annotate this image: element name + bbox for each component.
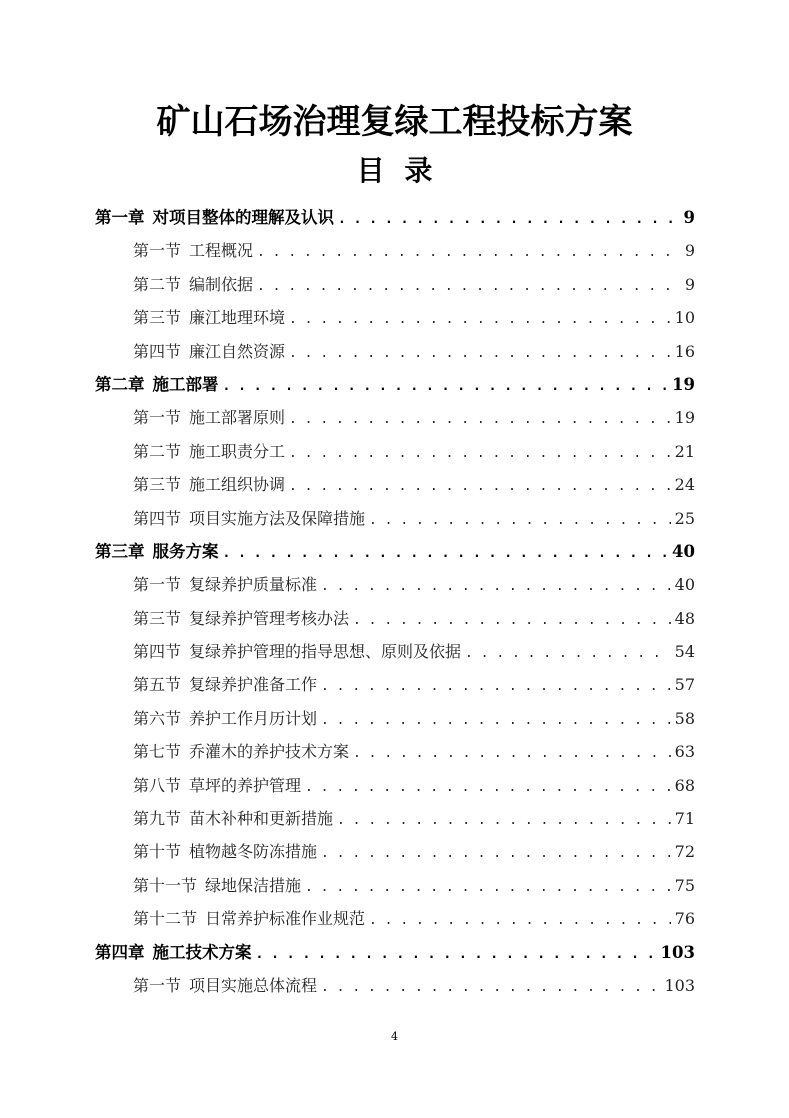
toc-entry-title: 养护工作月历计划 <box>189 708 318 728</box>
toc-leader-dots <box>369 904 671 935</box>
toc-entry-section[interactable] <box>95 602 695 635</box>
toc-entry-title: 草坪的养护管理 <box>189 775 302 795</box>
toc-entry-number: 第四章 <box>95 942 145 962</box>
toc-entry-page: 9 <box>684 274 695 294</box>
toc-entry-title: 项目实施方法及保障措施 <box>189 508 366 528</box>
toc-entry-section[interactable] <box>95 835 695 868</box>
toc-entry-page: 63 <box>674 742 695 762</box>
toc-entry-number: 第三节 <box>133 475 182 495</box>
toc-entry-page: 76 <box>674 909 695 929</box>
toc-leader-dots <box>305 871 671 902</box>
toc-leader-dots <box>289 470 671 501</box>
toc-entry-number: 第二章 <box>95 374 145 394</box>
toc-entry-title: 施工技术方案 <box>152 942 252 962</box>
toc-leader-dots <box>321 570 671 601</box>
toc-entry-number: 第四节 <box>133 642 182 662</box>
table-of-contents <box>95 201 695 1002</box>
page-number: 4 <box>391 1030 398 1043</box>
toc-entry-number: 第三节 <box>133 608 182 628</box>
toc-entry-number: 第十二节 <box>133 909 198 929</box>
toc-entry-section[interactable] <box>95 969 695 1002</box>
toc-entry-chapter[interactable] <box>95 368 695 401</box>
toc-entry-section[interactable] <box>95 301 695 334</box>
toc-entry-page: 40 <box>674 575 695 595</box>
toc-entry-title: 复绿养护准备工作 <box>189 675 318 695</box>
toc-entry-title: 苗木补种和更新措施 <box>189 809 334 829</box>
toc-leader-dots <box>321 704 671 735</box>
toc-entry-section[interactable] <box>95 668 695 701</box>
toc-entry-chapter[interactable] <box>95 201 695 234</box>
toc-leader-dots <box>353 604 671 635</box>
toc-entry-number: 第八节 <box>133 775 182 795</box>
toc-entry-page: 75 <box>674 875 695 895</box>
toc-entry-page: 40 <box>672 541 695 561</box>
toc-leader-dots <box>353 737 671 768</box>
toc-entry-title: 乔灌木的养护技术方案 <box>189 742 350 762</box>
toc-entry-number: 第四节 <box>133 508 182 528</box>
toc-entry-section[interactable] <box>95 635 695 668</box>
toc-leader-dots <box>257 270 677 301</box>
toc-entry-title: 复绿养护管理的指导思想、原则及依据 <box>189 642 462 662</box>
toc-leader-dots <box>305 771 671 802</box>
toc-leader-dots <box>289 437 671 468</box>
toc-entry-number: 第六节 <box>133 708 182 728</box>
toc-entry-page: 103 <box>664 975 695 995</box>
toc-entry-number: 第一节 <box>133 575 182 595</box>
toc-entry-page: 21 <box>674 441 695 461</box>
toc-entry-title: 工程概况 <box>189 241 254 261</box>
toc-entry-number: 第一节 <box>133 975 182 995</box>
toc-leader-dots <box>337 804 671 835</box>
toc-entry-section[interactable] <box>95 234 695 267</box>
toc-entry-number: 第九节 <box>133 809 182 829</box>
toc-leader-dots <box>256 938 657 969</box>
toc-entry-number: 第七节 <box>133 742 182 762</box>
toc-heading: 目 录 <box>356 154 433 187</box>
toc-leader-dots <box>223 537 669 568</box>
toc-entry-page: 19 <box>674 408 695 428</box>
toc-entry-page: 9 <box>684 241 695 261</box>
toc-entry-section[interactable] <box>95 769 695 802</box>
toc-entry-page: 54 <box>674 642 695 662</box>
toc-entry-page: 25 <box>674 508 695 528</box>
toc-leader-dots <box>289 337 671 368</box>
toc-entry-title: 复绿养护管理考核办法 <box>189 608 350 628</box>
toc-entry-section[interactable] <box>95 902 695 935</box>
toc-leader-dots <box>223 370 669 401</box>
toc-entry-number: 第五节 <box>133 675 182 695</box>
toc-entry-title: 施工组织协调 <box>189 475 286 495</box>
toc-entry-title: 植物越冬防冻措施 <box>189 842 318 862</box>
document-title: 矿山石场治理复绿工程投标方案 <box>156 102 633 142</box>
toc-entry-page: 16 <box>674 341 695 361</box>
toc-entry-page: 71 <box>674 809 695 829</box>
toc-entry-chapter[interactable] <box>95 936 695 969</box>
toc-entry-section[interactable] <box>95 735 695 768</box>
toc-entry-title: 廉江自然资源 <box>189 341 286 361</box>
toc-entry-page: 19 <box>672 374 695 394</box>
toc-entry-section[interactable] <box>95 268 695 301</box>
toc-entry-number: 第十节 <box>133 842 182 862</box>
toc-entry-title: 复绿养护质量标准 <box>189 575 318 595</box>
toc-entry-number: 第一节 <box>133 408 182 428</box>
toc-entry-page: 103 <box>660 942 695 962</box>
toc-leader-dots <box>321 670 671 701</box>
toc-leader-dots <box>289 303 671 334</box>
toc-entry-title: 项目实施总体流程 <box>189 975 318 995</box>
toc-entry-section[interactable] <box>95 502 695 535</box>
toc-entry-section[interactable] <box>95 435 695 468</box>
toc-entry-number: 第十一节 <box>133 875 198 895</box>
toc-entry-section[interactable] <box>95 468 695 501</box>
toc-entry-page: 24 <box>674 475 695 495</box>
toc-entry-number: 第三节 <box>133 308 182 328</box>
toc-entry-section[interactable] <box>95 802 695 835</box>
toc-entry-title: 编制依据 <box>189 274 254 294</box>
toc-entry-section[interactable] <box>95 702 695 735</box>
toc-leader-dots <box>338 203 677 234</box>
toc-leader-dots <box>257 236 677 267</box>
toc-entry-number: 第一节 <box>133 241 182 261</box>
toc-entry-section[interactable] <box>95 401 695 434</box>
toc-entry-chapter[interactable] <box>95 535 695 568</box>
toc-entry-title: 绿地保洁措施 <box>205 875 302 895</box>
toc-entry-section[interactable] <box>95 568 695 601</box>
toc-leader-dots <box>289 403 671 434</box>
toc-leader-dots <box>369 504 671 535</box>
toc-entry-page: 9 <box>683 208 695 227</box>
toc-entry-page: 57 <box>674 675 695 695</box>
toc-entry-number: 第一章 <box>95 208 145 227</box>
toc-entry-page: 58 <box>674 708 695 728</box>
toc-leader-dots <box>321 971 660 1002</box>
toc-entry-title: 施工职责分工 <box>189 441 286 461</box>
toc-entry-number: 第二节 <box>133 441 182 461</box>
toc-entry-number: 第三章 <box>95 541 145 561</box>
toc-entry-page: 10 <box>674 308 695 328</box>
toc-entry-number: 第二节 <box>133 274 182 294</box>
toc-entry-section[interactable] <box>95 335 695 368</box>
toc-entry-title: 对项目整体的理解及认识 <box>152 208 334 227</box>
toc-entry-page: 48 <box>674 608 695 628</box>
toc-entry-title: 服务方案 <box>152 541 219 561</box>
toc-entry-page: 72 <box>674 842 695 862</box>
toc-entry-title: 日常养护标准作业规范 <box>205 909 366 929</box>
toc-entry-title: 廉江地理环境 <box>189 308 286 328</box>
toc-entry-title: 施工部署 <box>152 374 219 394</box>
toc-entry-title: 施工部署原则 <box>189 408 286 428</box>
toc-entry-section[interactable] <box>95 869 695 902</box>
toc-entry-number: 第四节 <box>133 341 182 361</box>
toc-leader-dots <box>321 837 671 868</box>
toc-leader-dots <box>465 637 671 668</box>
toc-entry-page: 68 <box>674 775 695 795</box>
